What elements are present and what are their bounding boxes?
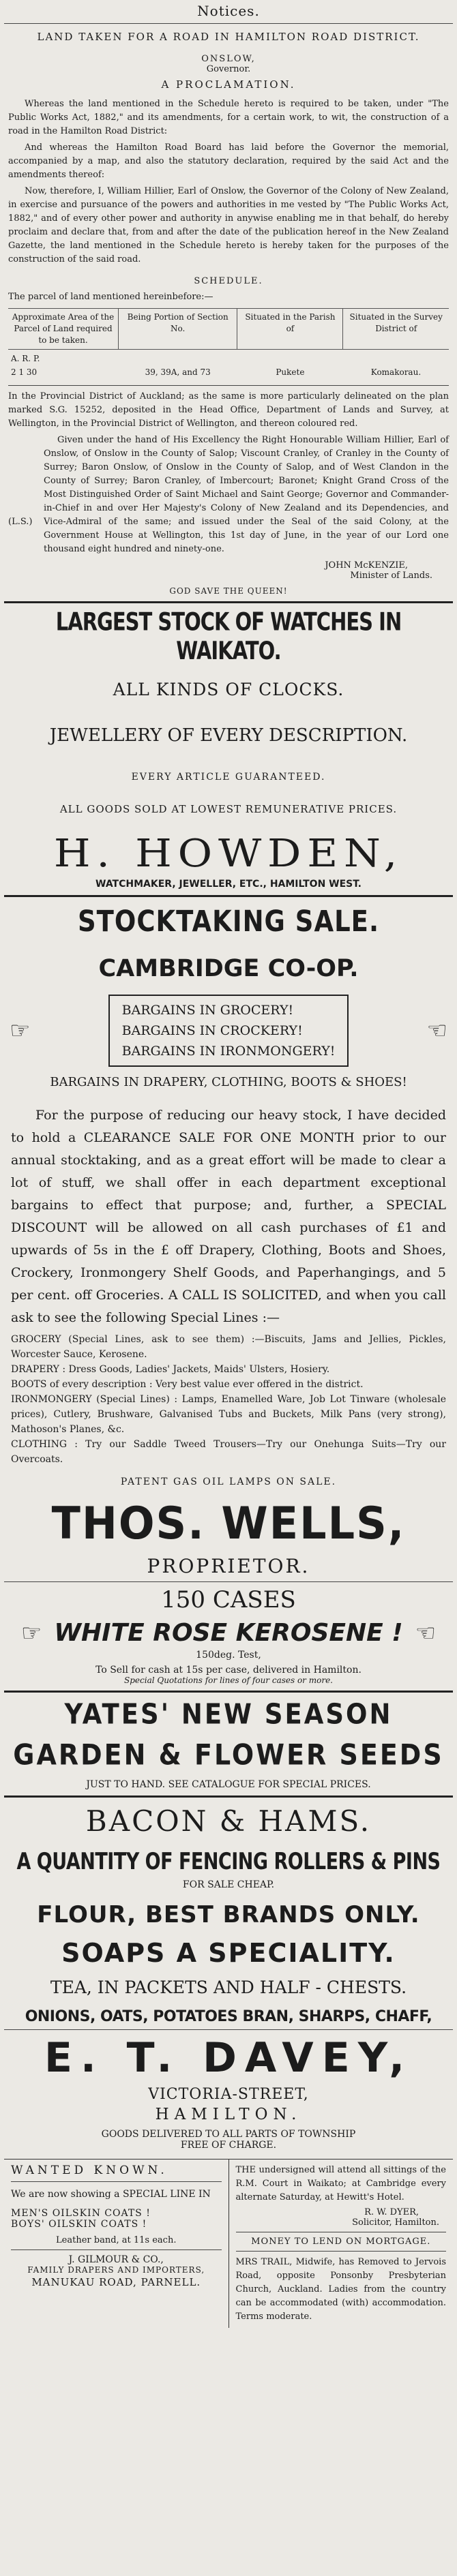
gilmour-trade: FAMILY DRAPERS AND IMPORTERS, bbox=[27, 2265, 205, 2275]
line-grocery: GROCERY (Special Lines, ask to see them) :—Biscuits, Jams and Jellies, Pickles, Worcester Sauce, Kerosene. bbox=[11, 1334, 446, 1360]
schedule-intro: The parcel of land mentioned hereinbefore:— bbox=[8, 292, 213, 302]
governor-place: ONSLOW, bbox=[201, 54, 256, 64]
divider bbox=[4, 2029, 453, 2030]
free-line: FREE OF CHARGE. bbox=[180, 2140, 277, 2151]
minister-title: Minister of Lands. bbox=[350, 571, 432, 581]
schedule-table bbox=[8, 308, 449, 381]
schedule-cell-district: Komakorau. bbox=[370, 367, 422, 377]
produce-line: ONIONS, OATS, POTATOES BRAN, SHARPS, CHAFF, bbox=[25, 2008, 432, 2025]
seal-mark: (L.S.) bbox=[8, 517, 33, 527]
divider bbox=[4, 1691, 453, 1693]
dyer-body: THE undersigned will attend all sittings of the R.M. Court in Waikato; at Cambridge every alternate Saturday, at Hewitt's Hotel. bbox=[235, 2165, 446, 2202]
bargain-grocery: BARGAINS IN GROCERY! bbox=[121, 1003, 294, 1018]
wanted-known: WANTED KNOWN. bbox=[11, 2164, 168, 2177]
boys-coats: BOYS' OILSKIN COATS ! bbox=[11, 2219, 147, 2230]
dyer-title: Solicitor, Hamilton. bbox=[352, 2217, 439, 2228]
divider bbox=[4, 601, 453, 603]
money-to-lend: MONEY TO LEND ON MORTGAGE. bbox=[251, 2237, 431, 2247]
notice-title: LAND TAKEN FOR A ROAD IN HAMILTON ROAD DISTRICT. bbox=[37, 31, 420, 43]
soaps-line: SOAPS A SPECIALITY. bbox=[61, 1938, 396, 1968]
divider bbox=[11, 2249, 222, 2250]
showing-line: We are now showing a SPECIAL LINE IN bbox=[11, 2189, 211, 2200]
special-lines bbox=[4, 1332, 453, 1467]
pointing-hand-left-icon: ☜ bbox=[426, 1017, 447, 1044]
watches-headline: LARGEST STOCK OF WATCHES IN WAIKATO. bbox=[55, 607, 402, 665]
gilmour-name: J. GILMOUR & CO., bbox=[68, 2254, 164, 2265]
god-save-the-queen: GOD SAVE THE QUEEN! bbox=[169, 586, 288, 596]
paragraph-4: In the Provincial District of Auckland; as the same is more particularly delineated on the plan marked S.G. 15252, deposited in the Head Office, Department of Lands and Survey, at Wellington, in the Provincial District of Wellington, and thereon coloured red. bbox=[8, 391, 449, 429]
trail-notice: MRS TRAIL, Midwife, has Removed to Jervois Road, opposite Ponsonby Presbyterian Church, Auckland. Ladies from the country can be accommodated (with) accommodation. Terms moderate. bbox=[235, 2257, 446, 2322]
paragraph-2: And whereas the Hamilton Road Board has laid before the Governor the memorial, accompanied by a map, and also the statutory declaration, required by the said Act and the amendments thereof: bbox=[8, 142, 449, 180]
gilmour-address: MANUKAU ROAD, PARNELL. bbox=[31, 2276, 201, 2288]
howden-advert bbox=[4, 607, 453, 890]
schedule-cell-parish: Pukete bbox=[276, 367, 305, 377]
seeds-line: GARDEN & FLOWER SEEDS bbox=[13, 1738, 444, 1772]
schedule-col-district: Situated in the Survey District of bbox=[343, 309, 449, 350]
governor-role: Governor. bbox=[206, 64, 251, 74]
davey-advert bbox=[4, 1804, 453, 2151]
schedule-units: A. R. P. bbox=[11, 354, 40, 363]
divider bbox=[4, 23, 453, 24]
davey-name: E. T. DAVEY, bbox=[44, 2034, 413, 2082]
wells-role: PROPRIETOR. bbox=[147, 1555, 310, 1577]
fencing-line: A QUANTITY OF FENCING ROLLERS & PINS bbox=[16, 1849, 441, 1875]
stocktaking-headline: STOCKTAKING SALE. bbox=[77, 904, 379, 939]
drapery-bargains: BARGAINS IN DRAPERY, CLOTHING, BOOTS & SHOES! bbox=[50, 1075, 407, 1089]
howden-name: H. HOWDEN, bbox=[53, 832, 404, 876]
divider bbox=[8, 385, 449, 386]
yates-headline: YATES' NEW SEASON bbox=[64, 1697, 393, 1731]
howden-trade: WATCHMAKER, JEWELLER, ETC., HAMILTON WEST. bbox=[95, 879, 362, 890]
street-line: VICTORIA-STREET, bbox=[148, 2086, 309, 2103]
mens-coats: MEN'S OILSKIN COATS ! bbox=[11, 2208, 151, 2219]
coop-body: For the purpose of reducing our heavy stock, I have decided to hold a CLEARANCE SALE FOR ONE MONTH prior to our annual stocktaking, and as a great effort will be made to clear a lot of stuff, we shall offer in each department exceptional bargains to effect that purpose; and, further, a SPECIAL DISCOUNT will be allowed on all cash purchases of £1 and upwards of 5s in the £ off Drapery, Clothing, Boots and Shoes, Crockery, Ironmongery Shelf Goods, and Paperhangings, and 5 per cent. off Groceries. A CALL IS SOLICITED, and when you call ask to see the following Special Lines :— bbox=[11, 1108, 446, 1325]
bargain-box bbox=[108, 995, 349, 1067]
delivered-line: GOODS DELIVERED TO ALL PARTS OF TOWNSHIP bbox=[101, 2129, 356, 2140]
wells-name: THOS. WELLS, bbox=[51, 1497, 406, 1549]
clocks-line: ALL KINDS OF CLOCKS. bbox=[113, 680, 344, 699]
jewellery-line: JEWELLERY OF EVERY DESCRIPTION. bbox=[49, 725, 408, 746]
bacon-line: BACON & HAMS. bbox=[85, 1804, 372, 1838]
wells-advert bbox=[4, 1498, 453, 1685]
prices-line: ALL GOODS SOLD AT LOWEST REMUNERATIVE PRICES. bbox=[59, 803, 398, 815]
divider bbox=[4, 895, 453, 897]
cases-line: 150 CASES bbox=[161, 1586, 296, 1613]
lamps-line: PATENT GAS OIL LAMPS ON SALE. bbox=[120, 1476, 337, 1487]
bottom-columns bbox=[4, 2159, 453, 2328]
dyer-and-trail-column bbox=[228, 2160, 454, 2328]
test-line: 150deg. Test, bbox=[196, 1650, 261, 1661]
proclamation-heading: A PROCLAMATION. bbox=[161, 78, 296, 91]
kerosene-line: WHITE ROSE KEROSENE ! bbox=[54, 1619, 403, 1647]
pointing-hand-left-icon: ☜ bbox=[415, 1619, 437, 1647]
paragraph-1: Whereas the land mentioned in the Schedule hereto is required to be taken, under "The Public Works Act, 1882," and its amendments, for a certain work, to wit, the construction of a road in the Hamilton Road District: bbox=[8, 99, 449, 136]
pointing-hand-right-icon: ☞ bbox=[10, 1017, 31, 1044]
yates-advert bbox=[4, 1699, 453, 1790]
schedule-col-section: Being Portion of Section No. bbox=[119, 309, 237, 350]
divider bbox=[4, 1795, 453, 1798]
quotations-line: Special Quotations for lines of four cases or more. bbox=[124, 1676, 333, 1685]
line-drapery: DRAPERY : Dress Goods, Ladies' Jackets, Maids' Ulsters, Hosiery. bbox=[11, 1364, 330, 1375]
sell-line: To Sell for cash at 15s per case, delivered in Hamilton. bbox=[95, 1665, 362, 1676]
tea-line: TEA, IN PACKETS AND HALF - CHESTS. bbox=[50, 1978, 407, 1997]
bargain-crockery: BARGAINS IN CROCKERY! bbox=[121, 1023, 303, 1038]
gilmour-advert bbox=[4, 2160, 228, 2328]
line-clothing: CLOTHING : Try our Saddle Tweed Trousers—Try our Onehunga Suits—Try our Overcoats. bbox=[11, 1439, 446, 1465]
bargain-ironmongery: BARGAINS IN IRONMONGERY! bbox=[121, 1044, 336, 1059]
flour-line: FLOUR, BEST BRANDS ONLY. bbox=[37, 1901, 420, 1928]
schedule-title: SCHEDULE. bbox=[194, 276, 263, 286]
schedule-cell-section: 39, 39A, and 73 bbox=[145, 367, 211, 377]
newspaper-page bbox=[4, 0, 453, 2576]
pointing-hand-right-icon: ☞ bbox=[20, 1619, 42, 1647]
signature: JOHN McKENZIE, bbox=[325, 560, 408, 571]
leather-line: Leather band, at 11s each. bbox=[56, 2235, 177, 2245]
dyer-name: R. W. DYER, bbox=[364, 2207, 419, 2217]
coop-advert bbox=[4, 904, 453, 1487]
divider bbox=[11, 2181, 222, 2182]
coop-name: CAMBRIDGE CO-OP. bbox=[98, 955, 359, 982]
town-line: HAMILTON. bbox=[155, 2106, 302, 2123]
catalogue-line: JUST TO HAND. SEE CATALOGUE FOR SPECIAL PRICES. bbox=[86, 1779, 371, 1790]
line-boots: BOOTS of every description : Very best value ever offered in the district. bbox=[11, 1379, 364, 1390]
paragraph-3: Now, therefore, I, William Hillier, Earl of Onslow, the Governor of the Colony of New Zealand, in exercise and pursuance of the powers and authorities in me vested by "The Public Works Act, 1882," and of every other power and authority in anywise enabling me in that behalf, do hereby proclaim and declare that, from and after the date of the publication hereof in the New Zealand Gazette, the land mentioned in the Schedule hereto is hereby taken for the purposes of the construction of the said road. bbox=[8, 186, 449, 264]
paragraph-5: Given under the hand of His Excellency the Right Honourable William Hillier, Earl of Onslow, of Onslow in the County of Salop; Viscount Cranley, of Cranley in the County of Surrey; Baron Onslow, of Onslow in the County of Salop, and of West Clandon in the County of Surrey; Baron Cranley, of Imbercourt; Baronet; Knight Grand Cross of the Most Distinguished Order of Saint Michael and Saint George; Governor and Commander-in-Chief in and over Her Majesty's Colony of New Zealand and its Dependencies, and Vice-Admiral of the same; and issued under the Seal of the said Colony, at the Government House at Wellington, this 1st day of June, in the year of our Lord one thousand eight hundred and ninety-one. bbox=[44, 435, 449, 554]
schedule-cell-area: 2 1 30 bbox=[11, 367, 38, 377]
page-header: Notices. bbox=[197, 3, 260, 19]
schedule-col-parish: Situated in the Parish of bbox=[237, 309, 343, 350]
proclamation-notice bbox=[4, 31, 453, 596]
divider bbox=[4, 1581, 453, 1582]
for-sale-line: FOR SALE CHEAP. bbox=[182, 1879, 275, 1890]
line-ironmongery: IRONMONGERY (Special Lines) : Lamps, Enamelled Ware, Job Lot Tinware (wholesale prices), Cutlery, Brushware, Galvanised Tubs and Buckets, Milk Pans (very strong), Mathoson's Planes, &c. bbox=[11, 1394, 446, 1435]
schedule-col-area: Approximate Area of the Parcel of Land required to be taken. bbox=[8, 309, 119, 350]
divider bbox=[236, 2251, 447, 2252]
guaranteed-line: EVERY ARTICLE GUARANTEED. bbox=[131, 772, 326, 783]
